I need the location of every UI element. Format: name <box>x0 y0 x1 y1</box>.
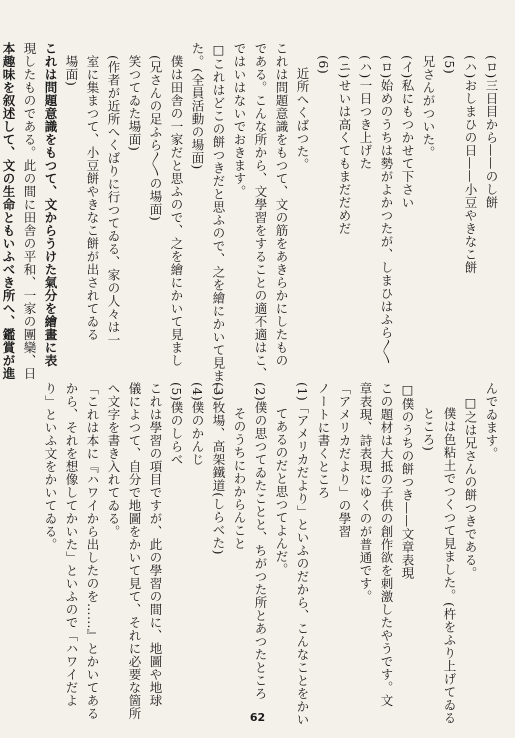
text-line: である。こんな所から、文學習をすることの適不適はこ、 <box>253 42 268 380</box>
text-line: (5) <box>442 54 457 74</box>
text-line: 現したものである。此の間に田舎の平和、一家の團欒、日 <box>22 42 37 380</box>
text-line: 兄さんがついた。 <box>421 54 436 159</box>
text-line: ではいはないでおきます。 <box>232 42 247 198</box>
text-line: り」といふ文をかいてゐる。 <box>43 382 58 551</box>
text-line: 本趣味を叙述して、文の生命ともいふべき所へ、鑑賞が進 <box>1 42 16 380</box>
text-line: 笑つてゐた場面) <box>127 54 142 151</box>
text-line: これは問題意識をもつて、文の筋をあきらかにしたもの <box>274 42 289 367</box>
text-line: た。(全員活動の場面) <box>190 42 205 170</box>
text-line: 僕は色粘土でつくつて見ました。(杵をふり上げてゐる <box>442 407 457 725</box>
text-line: (ハ)一日つき上げた <box>358 54 373 170</box>
text-line: □これはどこの餅つきだと思ふので、之を繪にかいて見まし <box>211 42 226 396</box>
page-number: 62 <box>249 711 266 724</box>
text-line: この題材は大抵の子供の創作欲を刺激したやうです。文 <box>379 382 394 707</box>
text-line: これは學習の項目ですが、此の學習の間に、地圖や地球 <box>148 382 163 707</box>
text-line: ノートに書くところ <box>316 382 331 499</box>
text-line: (作者が近所へくばりに行つてゐる、家の人々は一 <box>106 54 121 346</box>
upper-text-block <box>1 42 502 396</box>
text-line: (ロ)始めのうちは勢がよかつたが、しまひはふら〳〵 <box>379 54 394 364</box>
text-line: (6) <box>316 54 331 74</box>
text-line: 場面) <box>64 54 79 86</box>
text-line: 「これは本に『ハワイから出したのを……』とかいてある <box>85 382 100 720</box>
text-line: □之は兄さんの餅つきである。 <box>463 394 478 579</box>
text-line: (ニ)せいは高くてもまだだめだ <box>337 54 352 235</box>
text-line: これは問題意識をもつて、文からうけた氣分を繪畫に表 <box>43 42 58 367</box>
text-line: ところ) <box>421 407 436 452</box>
text-line: (1)「アメリカだより」といふのだから、こんなことをかい <box>295 382 310 727</box>
text-line: 近所へくばつた。 <box>295 67 310 171</box>
text-line: (兄さんの足ふら〳〵の場面) <box>148 54 163 221</box>
text-line: てあるのだと思つてよんだ。 <box>274 407 289 576</box>
text-line: んでゐます。 <box>484 382 499 460</box>
text-line: (5)僕のしらべ <box>169 382 184 467</box>
text-line: (3)牧場、高架鐵道(しらべた) <box>211 382 226 555</box>
text-line: 儀によつて、自分で地圖をかいて見て、それに必要な箇所 <box>127 382 142 720</box>
text-line: (4)僕のかんじ <box>190 382 205 467</box>
text-line: 「アメリカだより」の學習 <box>337 382 352 538</box>
text-line: 章表現、詩表現にゆくのが普通です。 <box>358 382 373 603</box>
text-line: 僕は田舎の一家だと思ふので、之を繪にかいて見まし <box>169 54 184 367</box>
text-line: (ロ)三日目から——のし餅 <box>484 54 499 209</box>
text-line: そのうちにわからんこと <box>232 407 247 550</box>
text-line: □僕のうちの餅つき——文章表現 <box>400 382 415 580</box>
text-line: 室に集まつて、小豆餅やきなこ餅が出されてゐる <box>85 54 100 341</box>
text-line: (ハ)おしまひの日——小豆やきなこ餅 <box>463 54 478 274</box>
text-line: から、それを想像してかいた」といふので「ハワイだよ <box>64 382 79 707</box>
text-line: (イ)私にもつかせて下さい <box>400 54 415 209</box>
text-line: (2)僕の思つてゐたことと、ちがつた所とあつたところ <box>253 382 268 701</box>
text-line: へ文字を書き入れてゐる。 <box>106 382 121 538</box>
